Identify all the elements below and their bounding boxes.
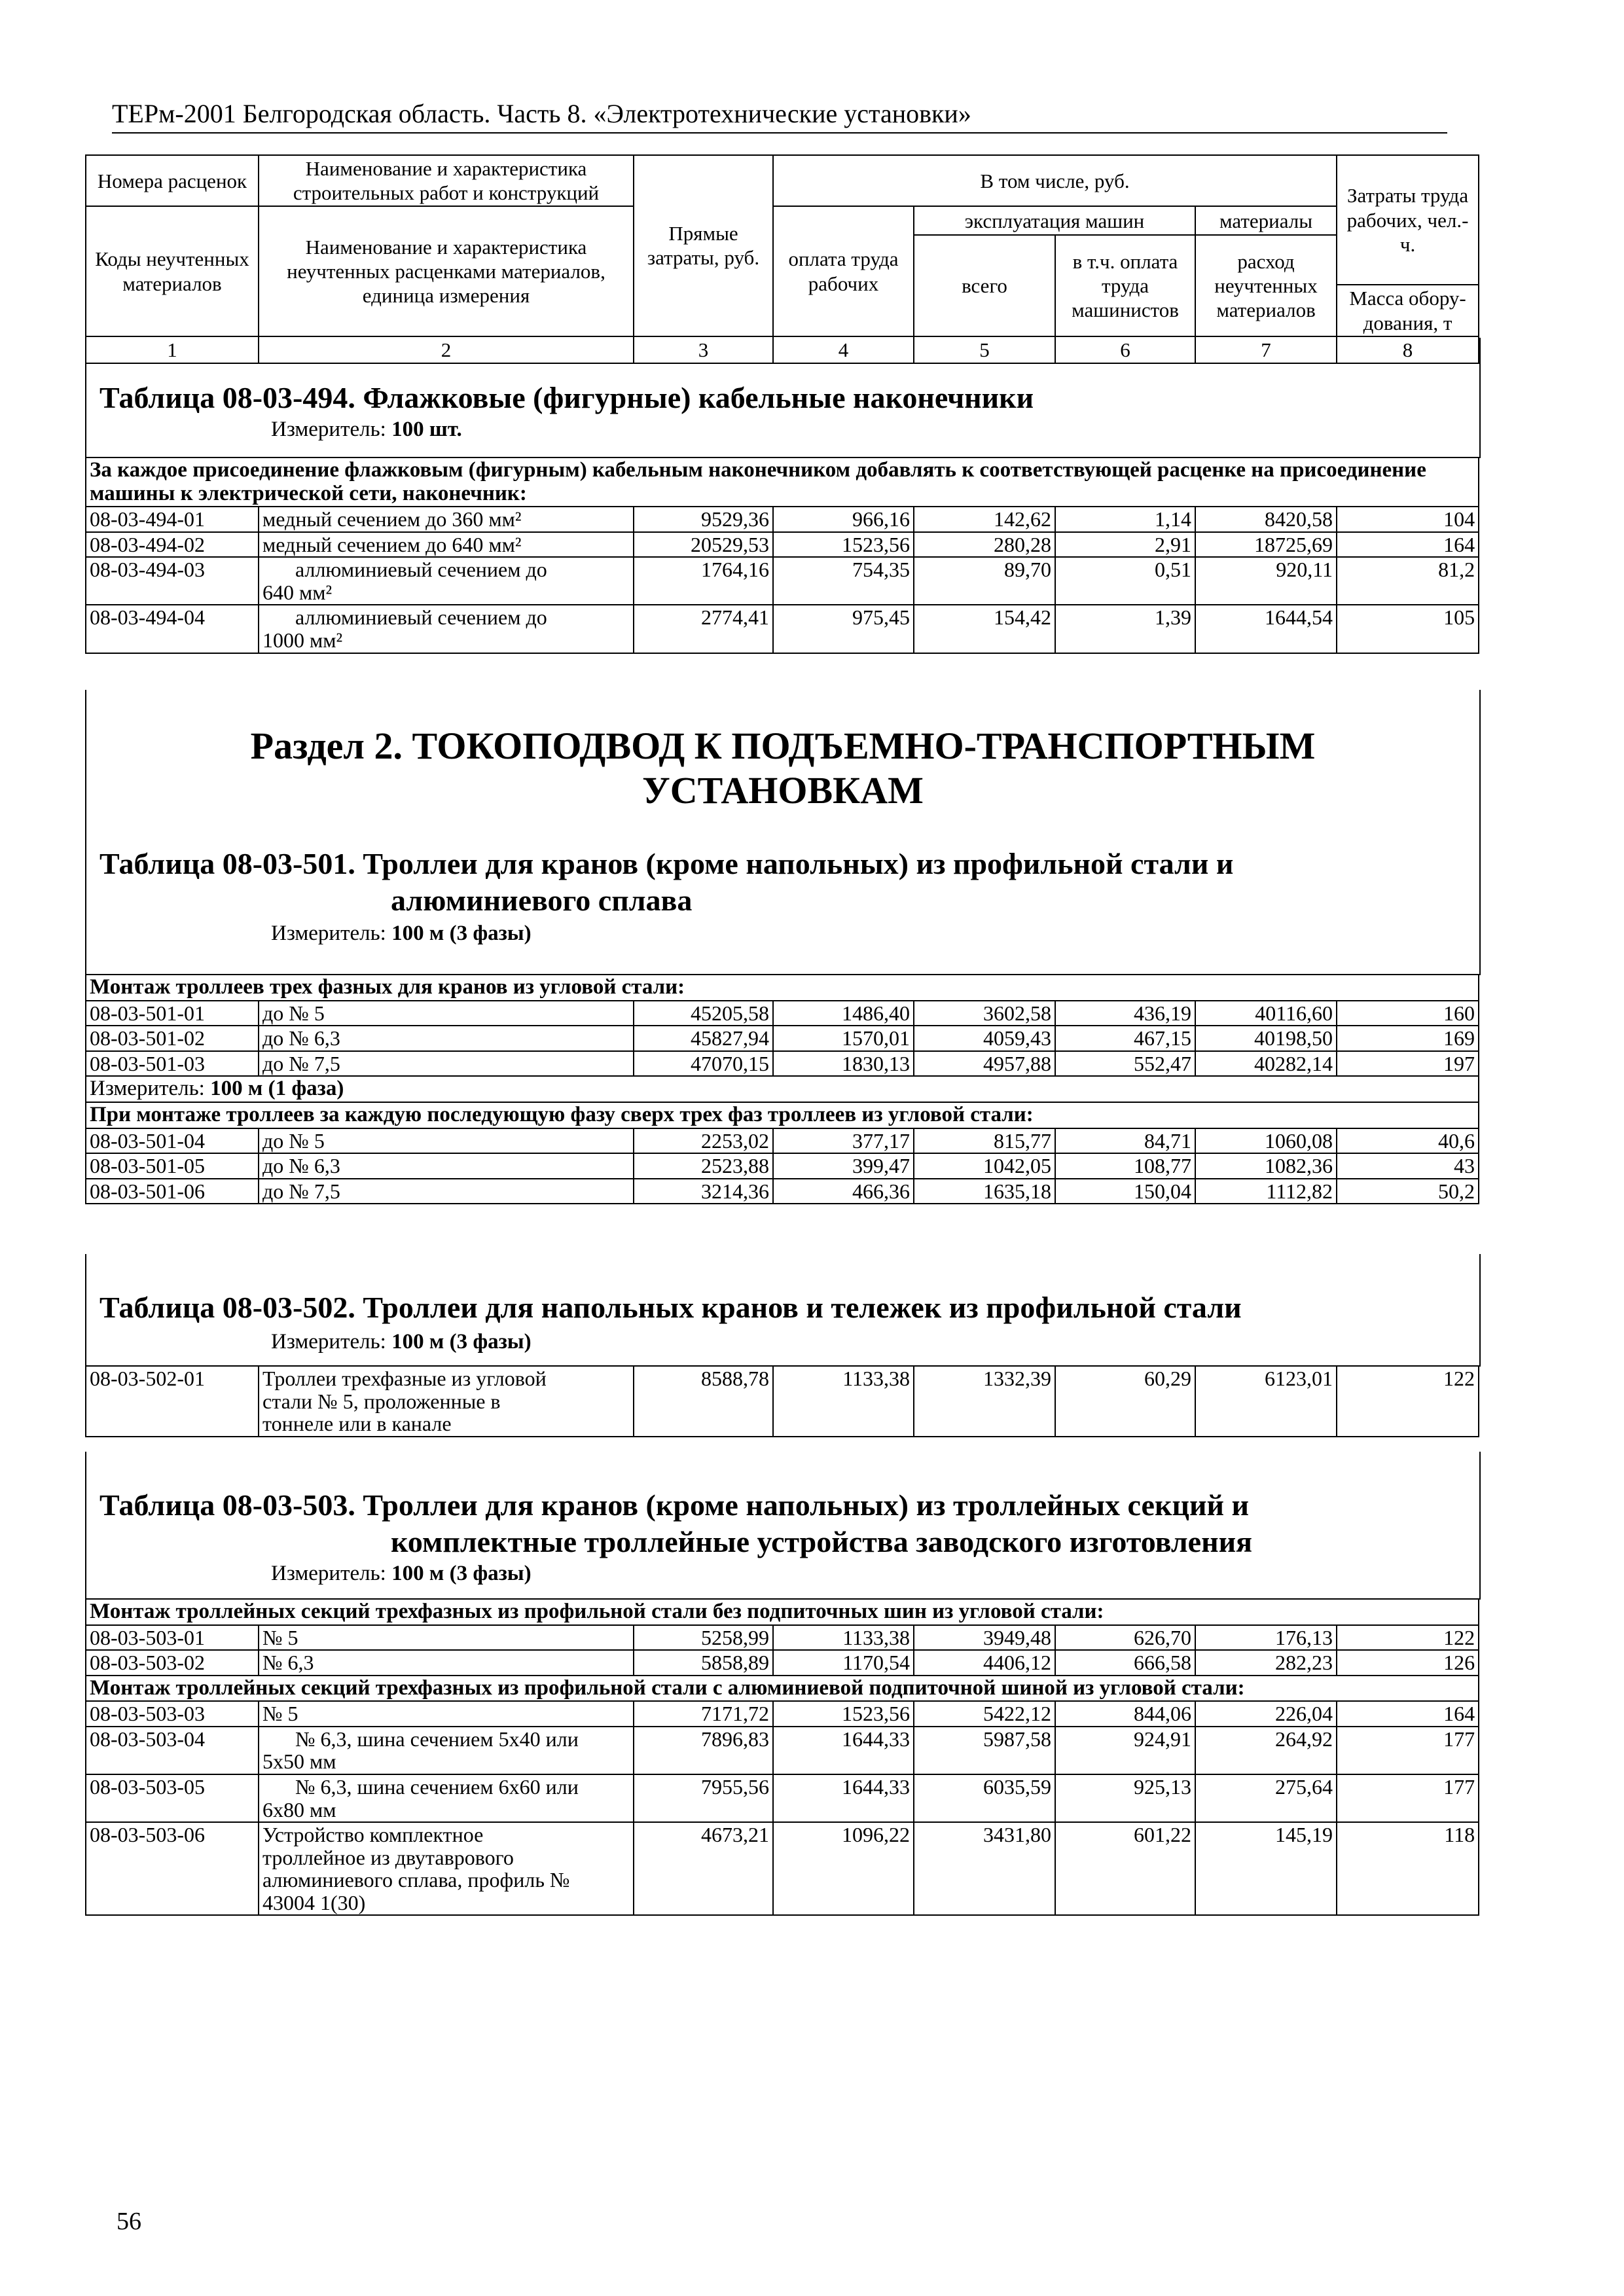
- cell-machines: 154,42: [914, 605, 1055, 653]
- cell-machines: 1332,39: [914, 1366, 1055, 1437]
- cell-operator-pay: 552,47: [1055, 1051, 1195, 1077]
- row-code: 08-03-501-04: [86, 1128, 259, 1154]
- meter-line: Измеритель: 100 м (3 фазы): [271, 921, 532, 945]
- col-head-machines-total: всего: [914, 235, 1055, 336]
- cell-machines: 1635,18: [914, 1179, 1055, 1204]
- cell-operator-pay: 467,15: [1055, 1026, 1195, 1051]
- col-head-codes: Номера расценок: [86, 155, 259, 206]
- table-502-heading: [85, 1254, 1481, 1367]
- cell-machines: 3602,58: [914, 1001, 1055, 1026]
- cell-machines: 3431,80: [914, 1822, 1055, 1915]
- cell-direct: 7171,72: [634, 1701, 773, 1727]
- table-row: [86, 1153, 1479, 1179]
- column-header: [85, 154, 1478, 364]
- cell-machines: 5987,58: [914, 1727, 1055, 1774]
- row-name: Троллеи трехфазные из угловой стали № 5, проложенные в тоннеле или в канале: [259, 1366, 634, 1437]
- meter-line: Измеритель: 100 м (3 фазы): [271, 1330, 532, 1354]
- row-code: 08-03-503-02: [86, 1650, 259, 1676]
- cell-materials: 176,13: [1195, 1625, 1337, 1651]
- cell-materials: 1644,54: [1195, 605, 1337, 653]
- cell-labor: 164: [1337, 1701, 1479, 1727]
- row-name: № 5: [259, 1701, 634, 1727]
- cell-worker-pay: 1644,33: [773, 1774, 914, 1822]
- cell-materials: 1112,82: [1195, 1179, 1337, 1204]
- table-row: [86, 1701, 1479, 1727]
- cell-direct: 2774,41: [634, 605, 773, 653]
- cell-materials: 40282,14: [1195, 1051, 1337, 1077]
- table-503-heading: [85, 1452, 1481, 1600]
- row-code: 08-03-503-06: [86, 1822, 259, 1915]
- col-number: 6: [1055, 336, 1195, 363]
- row-name: до № 5: [259, 1128, 634, 1154]
- row-name: медный сечением до 640 мм²: [259, 532, 634, 558]
- col-number: 5: [914, 336, 1055, 363]
- cell-worker-pay: 1523,56: [773, 532, 914, 558]
- cell-machines: 4957,88: [914, 1051, 1055, 1077]
- col-head-materials: материалы: [1195, 206, 1337, 235]
- cell-direct: 4673,21: [634, 1822, 773, 1915]
- cell-materials: 275,64: [1195, 1774, 1337, 1822]
- cell-labor: 50,2: [1337, 1179, 1479, 1204]
- cell-machines: 6035,59: [914, 1774, 1055, 1822]
- cell-labor: 104: [1337, 507, 1479, 532]
- col-number: 3: [634, 336, 773, 363]
- cell-direct: 7955,56: [634, 1774, 773, 1822]
- meter-line: Измеритель: 100 м (3 фазы): [271, 1562, 532, 1586]
- row-name: медный сечением до 360 мм²: [259, 507, 634, 532]
- row-code: 08-03-503-03: [86, 1701, 259, 1727]
- cell-machines: 142,62: [914, 507, 1055, 532]
- row-code: 08-03-503-04: [86, 1727, 259, 1774]
- table-row: [86, 1650, 1479, 1676]
- row-name: № 5: [259, 1625, 634, 1651]
- row-name: до № 7,5: [259, 1179, 634, 1204]
- col-number: 4: [773, 336, 914, 363]
- cell-direct: 2253,02: [634, 1128, 773, 1154]
- row-code: 08-03-501-05: [86, 1153, 259, 1179]
- section-title: Раздел 2. ТОКОПОДВОД К ПОДЪЕМНО-ТРАНСПОРТНЫМ УСТАНОВКАМ: [250, 725, 1316, 812]
- col-head-direct-costs: Прямые затраты, руб.: [634, 155, 773, 336]
- col-number: 1: [86, 336, 259, 363]
- cell-operator-pay: 626,70: [1055, 1625, 1195, 1651]
- cell-operator-pay: 84,71: [1055, 1128, 1195, 1154]
- cell-materials: 264,92: [1195, 1727, 1337, 1774]
- table-title: Таблица 08-03-494. Флажковые (фигурные) кабельные наконечники: [99, 381, 1034, 414]
- table-row: [86, 557, 1479, 605]
- row-name: до № 5: [259, 1001, 634, 1026]
- page-header-title: ТЕРм-2001 Белгородская область. Часть 8. «Электротехнические установки»: [112, 99, 971, 128]
- cell-machines: 4406,12: [914, 1650, 1055, 1676]
- table-row: [86, 507, 1479, 532]
- section-2-heading: [85, 690, 1481, 975]
- row-code: 08-03-501-06: [86, 1179, 259, 1204]
- table-row: [86, 1727, 1479, 1774]
- table-row: [86, 1001, 1479, 1026]
- cell-worker-pay: 966,16: [773, 507, 914, 532]
- cell-operator-pay: 1,39: [1055, 605, 1195, 653]
- row-code: 08-03-494-03: [86, 557, 259, 605]
- cell-labor: 160: [1337, 1001, 1479, 1026]
- cell-labor: 118: [1337, 1822, 1479, 1915]
- row-name: до № 6,3: [259, 1153, 634, 1179]
- table-title: Таблица 08-03-502. Троллеи для напольных кранов и тележек из профильной стали: [99, 1291, 1242, 1324]
- cell-direct: 8588,78: [634, 1366, 773, 1437]
- table-row: [86, 605, 1479, 653]
- cell-labor: 81,2: [1337, 557, 1479, 605]
- table-row: [86, 1051, 1479, 1077]
- cell-worker-pay: 466,36: [773, 1179, 914, 1204]
- row-code: 08-03-494-01: [86, 507, 259, 532]
- table-494-heading: [85, 338, 1481, 458]
- cell-operator-pay: 108,77: [1055, 1153, 1195, 1179]
- cell-direct: 9529,36: [634, 507, 773, 532]
- table-row: [86, 1366, 1479, 1437]
- cell-direct: 1764,16: [634, 557, 773, 605]
- cell-worker-pay: 1096,22: [773, 1822, 914, 1915]
- col-head-including: В том числе, руб.: [773, 155, 1337, 206]
- col-head-material-use: расход неучтенных материалов: [1195, 235, 1337, 336]
- cell-machines: 5422,12: [914, 1701, 1055, 1727]
- cell-labor: 40,6: [1337, 1128, 1479, 1154]
- table-subheading: При монтаже троллеев за каждую последующую фазу сверх трех фаз троллеев из угловой стали:: [86, 1102, 1479, 1128]
- table-subheading: Монтаж троллейных секций трехфазных из профильной стали с алюминиевой подпиточной шиной из угловой стали:: [86, 1676, 1479, 1702]
- row-name: аллюминиевый сечением до 640 мм²: [259, 557, 634, 605]
- cell-materials: 282,23: [1195, 1650, 1337, 1676]
- cell-labor: 169: [1337, 1026, 1479, 1051]
- header-rule: [112, 132, 1447, 134]
- row-code: 08-03-501-02: [86, 1026, 259, 1051]
- col-head-worker-pay: оплата труда рабочих: [773, 206, 914, 336]
- cell-operator-pay: 925,13: [1055, 1774, 1195, 1822]
- cell-worker-pay: 1486,40: [773, 1001, 914, 1026]
- cell-direct: 5858,89: [634, 1650, 773, 1676]
- meter-line: Измеритель: 100 м (1 фаза): [86, 1076, 1479, 1102]
- page-number: 56: [117, 2208, 141, 2235]
- table-title: Таблица 08-03-501. Троллеи для кранов (кроме напольных) из профильной стали и алюминиевого сплава: [99, 846, 1234, 917]
- cell-machines: 1042,05: [914, 1153, 1055, 1179]
- table-subheading: Монтаж троллеев трех фазных для кранов из угловой стали:: [86, 975, 1479, 1001]
- row-name: Устройство комплектное троллейное из двутаврового алюминиевого сплава, профиль № 43004 1(30): [259, 1822, 634, 1915]
- table-row: [86, 1179, 1479, 1204]
- cell-direct: 45827,94: [634, 1026, 773, 1051]
- cell-machines: 815,77: [914, 1128, 1055, 1154]
- table-503: [85, 1598, 1478, 1916]
- row-code: 08-03-494-02: [86, 532, 259, 558]
- cell-operator-pay: 60,29: [1055, 1366, 1195, 1437]
- cell-materials: 40116,60: [1195, 1001, 1337, 1026]
- cell-materials: 6123,01: [1195, 1366, 1337, 1437]
- cell-worker-pay: 754,35: [773, 557, 914, 605]
- table-subheading: За каждое присоединение флажковым (фигурным) кабельным наконечником добавлять к соответствующей расценке на присоединение машины к электрической сети, наконечник:: [86, 457, 1479, 507]
- cell-worker-pay: 399,47: [773, 1153, 914, 1179]
- cell-materials: 145,19: [1195, 1822, 1337, 1915]
- cell-operator-pay: 844,06: [1055, 1701, 1195, 1727]
- cell-materials: 226,04: [1195, 1701, 1337, 1727]
- cell-direct: 45205,58: [634, 1001, 773, 1026]
- table-row: [86, 1128, 1479, 1154]
- table-row: [86, 1625, 1479, 1651]
- row-code: 08-03-501-03: [86, 1051, 259, 1077]
- col-head-operator-pay: в т.ч. оплата труда машинистов: [1055, 235, 1195, 336]
- cell-labor: 126: [1337, 1650, 1479, 1676]
- col-head-material-name: Наименование и характеристика неучтенных расценками материалов, единица измерения: [259, 206, 634, 336]
- table-row: [86, 1774, 1479, 1822]
- table-row: [86, 1026, 1479, 1051]
- cell-operator-pay: 436,19: [1055, 1001, 1195, 1026]
- table-501: [85, 974, 1478, 1204]
- col-number: 2: [259, 336, 634, 363]
- cell-operator-pay: 924,91: [1055, 1727, 1195, 1774]
- cell-labor: 177: [1337, 1774, 1479, 1822]
- cell-worker-pay: 975,45: [773, 605, 914, 653]
- row-name: до № 6,3: [259, 1026, 634, 1051]
- row-code: 08-03-503-05: [86, 1774, 259, 1822]
- col-head-labor-costs: Затраты труда рабочих, чел.-ч.: [1337, 155, 1479, 285]
- col-head-machines: эксплуатация машин: [914, 206, 1195, 235]
- cell-labor: 164: [1337, 532, 1479, 558]
- cell-operator-pay: 601,22: [1055, 1822, 1195, 1915]
- cell-worker-pay: 1133,38: [773, 1366, 914, 1437]
- cell-worker-pay: 377,17: [773, 1128, 914, 1154]
- table-row: [86, 1822, 1479, 1915]
- cell-operator-pay: 666,58: [1055, 1650, 1195, 1676]
- cell-materials: 8420,58: [1195, 507, 1337, 532]
- col-number: 8: [1337, 336, 1479, 363]
- col-number: 7: [1195, 336, 1337, 363]
- row-name: № 6,3, шина сечением 5х40 или 5х50 мм: [259, 1727, 634, 1774]
- col-head-equipment-mass: Масса обору-дования, т: [1337, 285, 1479, 336]
- col-head-work-name: Наименование и характеристика строительных работ и конструкций: [259, 155, 634, 206]
- cell-materials: 40198,50: [1195, 1026, 1337, 1051]
- cell-operator-pay: 150,04: [1055, 1179, 1195, 1204]
- cell-worker-pay: 1570,01: [773, 1026, 914, 1051]
- cell-labor: 105: [1337, 605, 1479, 653]
- meter-line: Измеритель: 100 шт.: [271, 418, 462, 442]
- col-head-material-codes: Коды неучтенных материалов: [86, 206, 259, 336]
- cell-labor: 122: [1337, 1366, 1479, 1437]
- row-code: 08-03-503-01: [86, 1625, 259, 1651]
- cell-labor: 43: [1337, 1153, 1479, 1179]
- cell-direct: 7896,83: [634, 1727, 773, 1774]
- cell-direct: 2523,88: [634, 1153, 773, 1179]
- table-subheading: Монтаж троллейных секций трехфазных из профильной стали без подпиточных шин из угловой стали:: [86, 1599, 1479, 1625]
- cell-worker-pay: 1133,38: [773, 1625, 914, 1651]
- cell-worker-pay: 1644,33: [773, 1727, 914, 1774]
- cell-machines: 3949,48: [914, 1625, 1055, 1651]
- row-name: до № 7,5: [259, 1051, 634, 1077]
- cell-direct: 20529,53: [634, 532, 773, 558]
- cell-materials: 18725,69: [1195, 532, 1337, 558]
- table-row: [86, 532, 1479, 558]
- table-494: [85, 457, 1478, 654]
- row-name: аллюминиевый сечением до 1000 мм²: [259, 605, 634, 653]
- cell-labor: 197: [1337, 1051, 1479, 1077]
- table-title: Таблица 08-03-503. Троллеи для кранов (кроме напольных) из троллейных секций и комплектные троллейные устройства заводского изготовления: [99, 1488, 1252, 1559]
- row-code: 08-03-494-04: [86, 605, 259, 653]
- cell-labor: 177: [1337, 1727, 1479, 1774]
- row-code: 08-03-501-01: [86, 1001, 259, 1026]
- cell-machines: 89,70: [914, 557, 1055, 605]
- cell-machines: 280,28: [914, 532, 1055, 558]
- row-name: № 6,3: [259, 1650, 634, 1676]
- cell-materials: 1082,36: [1195, 1153, 1337, 1179]
- cell-materials: 920,11: [1195, 557, 1337, 605]
- cell-labor: 122: [1337, 1625, 1479, 1651]
- cell-operator-pay: 2,91: [1055, 532, 1195, 558]
- cell-operator-pay: 0,51: [1055, 557, 1195, 605]
- cell-worker-pay: 1170,54: [773, 1650, 914, 1676]
- row-code: 08-03-502-01: [86, 1366, 259, 1437]
- cell-machines: 4059,43: [914, 1026, 1055, 1051]
- row-name: № 6,3, шина сечением 6х60 или 6х80 мм: [259, 1774, 634, 1822]
- cell-worker-pay: 1830,13: [773, 1051, 914, 1077]
- cell-direct: 3214,36: [634, 1179, 773, 1204]
- table-502: [85, 1365, 1478, 1437]
- cell-direct: 47070,15: [634, 1051, 773, 1077]
- cell-materials: 1060,08: [1195, 1128, 1337, 1154]
- cell-worker-pay: 1523,56: [773, 1701, 914, 1727]
- cell-direct: 5258,99: [634, 1625, 773, 1651]
- cell-operator-pay: 1,14: [1055, 507, 1195, 532]
